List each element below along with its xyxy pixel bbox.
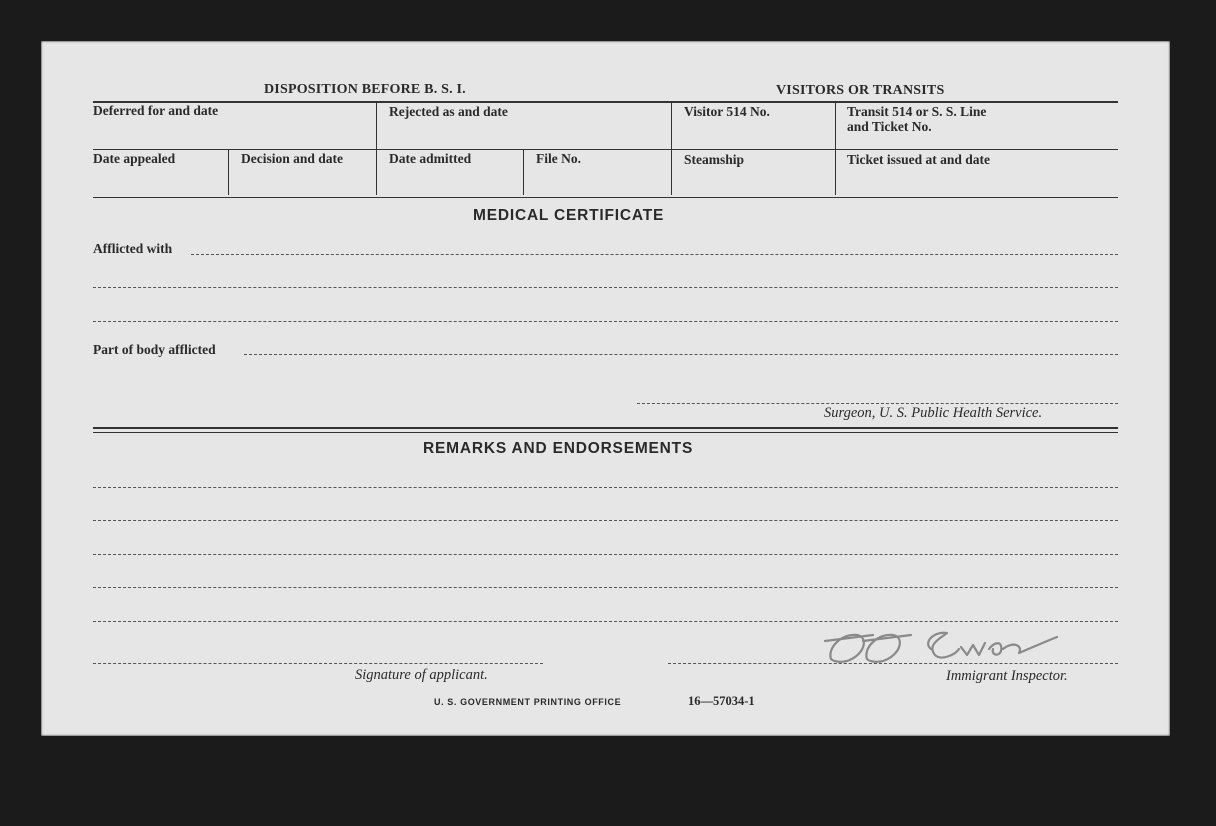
remarks-line: [93, 487, 1118, 488]
afflicted-line-3: [93, 321, 1118, 322]
column-divider: [835, 102, 836, 195]
column-divider: [523, 150, 524, 195]
transit-ticket-label: and Ticket No.: [847, 119, 932, 134]
remarks-line: [93, 587, 1118, 588]
surgeon-caption: Surgeon, U. S. Public Health Service.: [824, 405, 1043, 421]
remarks-line: [93, 520, 1118, 521]
table-bottom-rule: [93, 197, 1118, 198]
medical-certificate-title: MEDICAL CERTIFICATE: [473, 207, 665, 224]
inspector-handwritten-signature: [823, 619, 1073, 669]
surgeon-signature-line: [637, 403, 1118, 404]
file-no-label: File No.: [536, 151, 581, 166]
column-divider: [228, 150, 229, 195]
date-appealed-label: Date appealed: [93, 151, 176, 166]
row-divider: [93, 149, 1118, 150]
form-number: 16—57034-1: [688, 694, 755, 708]
remarks-line: [93, 554, 1118, 555]
double-rule-top: [93, 427, 1118, 429]
applicant-signature-caption: Signature of applicant.: [355, 667, 488, 683]
part-of-body-line: [244, 354, 1118, 355]
inspector-caption: Immigrant Inspector.: [946, 668, 1068, 684]
part-of-body-label: Part of body afflicted: [93, 342, 216, 357]
deferred-label: Deferred for and date: [93, 103, 219, 118]
visitors-header: VISITORS OR TRANSITS: [776, 83, 945, 98]
afflicted-line-2: [93, 287, 1118, 288]
printing-office-text: U. S. GOVERNMENT PRINTING OFFICE: [434, 697, 622, 707]
afflicted-with-line: [191, 254, 1118, 255]
ticket-issued-label: Ticket issued at and date: [847, 152, 991, 167]
date-admitted-label: Date admitted: [389, 151, 472, 166]
visitor-514-label: Visitor 514 No.: [684, 104, 770, 119]
column-divider: [376, 102, 377, 195]
top-rule: [93, 101, 1118, 103]
column-divider: [671, 102, 672, 195]
transit-514-label: Transit 514 or S. S. Line: [847, 104, 987, 119]
double-rule-bottom: [93, 432, 1118, 433]
applicant-signature-line: [93, 663, 543, 664]
rejected-label: Rejected as and date: [389, 104, 508, 119]
disposition-header: DISPOSITION BEFORE B. S. I.: [264, 82, 466, 97]
steamship-label: Steamship: [684, 152, 745, 167]
afflicted-with-label: Afflicted with: [93, 241, 173, 256]
remarks-title: REMARKS AND ENDORSEMENTS: [423, 440, 694, 457]
decision-label: Decision and date: [241, 151, 344, 166]
record-card: [41, 41, 1170, 736]
